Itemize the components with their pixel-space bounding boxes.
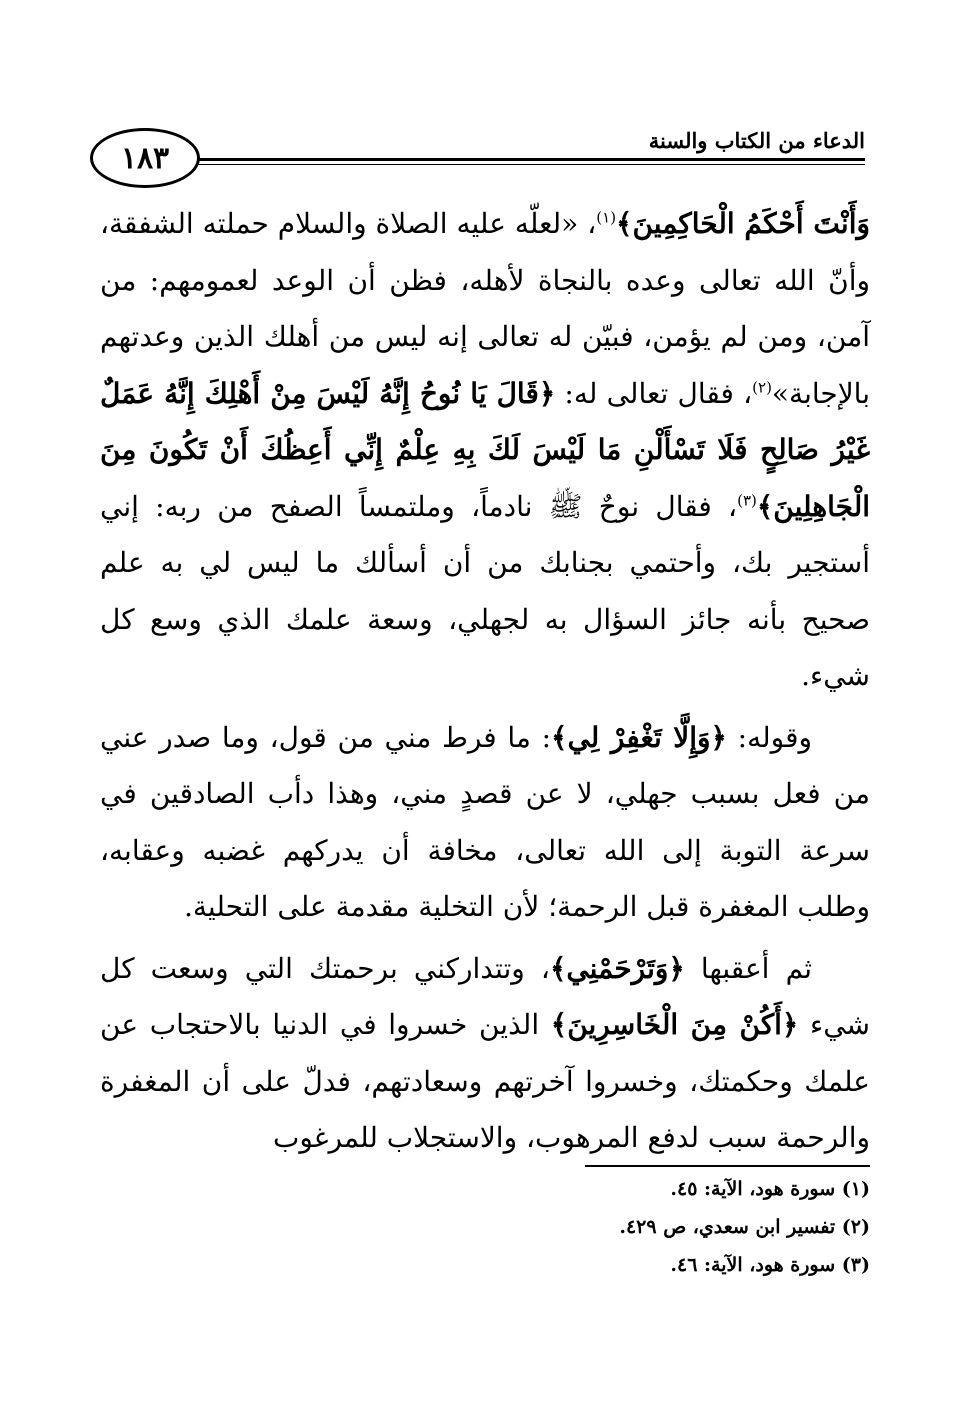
quran-quote: ﴿أَكُنْ مِنَ الْخَاسِرِينَ﴾: [550, 1008, 799, 1041]
page-number-oval: [90, 128, 200, 188]
text-run: ، «لعلّه عليه الصلاة والسلام حملته الشفقة، وأنّ الله تعالى وعده بالنجاة لأهله، فظن أن الوعد لعمومهم: من آمن، ومن لم يؤمن، فبيّن له تعالى إنه ليس من أهلك الذين وعدتهم بالإجابة»: [100, 207, 870, 410]
quran-quote: ﴿وَإِلَّا تَغْفِرْ لِي﴾: [551, 720, 727, 754]
paragraph-2: [100, 710, 870, 936]
text-run: : ما فرط مني من قول، وما صدر عني من فعل بسبب جهلي، لا عن قصدٍ مني، وهذا دأب الصادقين في سرعة التوبة إلى الله تعالى، مخافة أن يدركهم غضبه وعقابه، وطلب المغفرة قبل الرحمة؛ لأن التخلية مقدمة على التحلية.: [100, 720, 870, 923]
footnote-ref: (١): [596, 208, 617, 227]
footnote-3: (٣) سورة هود، الآية: ٤٦.: [670, 1254, 870, 1276]
text-run: ثم أعقبها: [684, 951, 813, 985]
footnote-separator: [585, 1165, 870, 1167]
footnote-2: (٢) تفسير ابن سعدي، ص ٤٢٩.: [619, 1216, 870, 1238]
header-rule: [190, 158, 865, 161]
footnotes: [370, 1170, 870, 1284]
header-rule-thin: [190, 164, 865, 165]
text-run: وقوله:: [726, 720, 812, 754]
body-text: [100, 196, 870, 1167]
paragraph-3: [100, 941, 870, 1167]
paragraph-1: [100, 196, 870, 705]
quran-quote: وَأَنْتَ أَحْكَمُ الْحَاكِمِينَ﴾: [616, 207, 870, 240]
running-title: الدعاء من الكتاب والسنة: [648, 128, 865, 153]
text-run: ، فقال تعالى له:: [555, 376, 753, 410]
text-run: الذين خسروا في الدنيا بالاحتجاب عن علمك وحكمتك، وخسروا آخرتهم وسعادتهم، فدلّ على أن المغفرة والرحمة سبب لدفع المرهوب، والاستجلاب للمرغوب: [100, 1008, 870, 1154]
quran-quote: ﴿قَالَ يَا نُوحُ إِنَّهُ لَيْسَ مِنْ أَهْلِكَ إِنَّهُ عَمَلٌ غَيْرُ صَالِحٍ فَلَا تَسْأَلْنِ مَا لَيْسَ لَكَ بِهِ عِلْمٌ إِنِّي أَعِظُكَ أَنْ تَكُونَ مِنَ الْجَاهِلِينَ﴾: [100, 376, 871, 523]
text-run: ، وتتداركني برحمتك التي وسعت كل شيء: [100, 951, 870, 1041]
page-header: [90, 118, 865, 198]
footnote-1: (١) سورة هود، الآية: ٤٥.: [670, 1178, 870, 1200]
footnote-ref: (٣): [737, 491, 757, 510]
quran-quote: ﴿وَتَرْحَمْنِي﴾: [549, 951, 685, 985]
page-number: ١٨٣: [120, 140, 170, 176]
footnote-ref: (٢): [752, 378, 772, 397]
text-run: ، فقال نوحٌ ﷺ نادماً، وملتمساً الصفح من ربه: إني أستجير بك، وأحتمي بجنابك من أن أسألك ما ليس لي به علم صحيح بأنه جائز السؤال به لجهلي، وسعة علمك الذي وسع كل شيء.: [100, 489, 870, 692]
